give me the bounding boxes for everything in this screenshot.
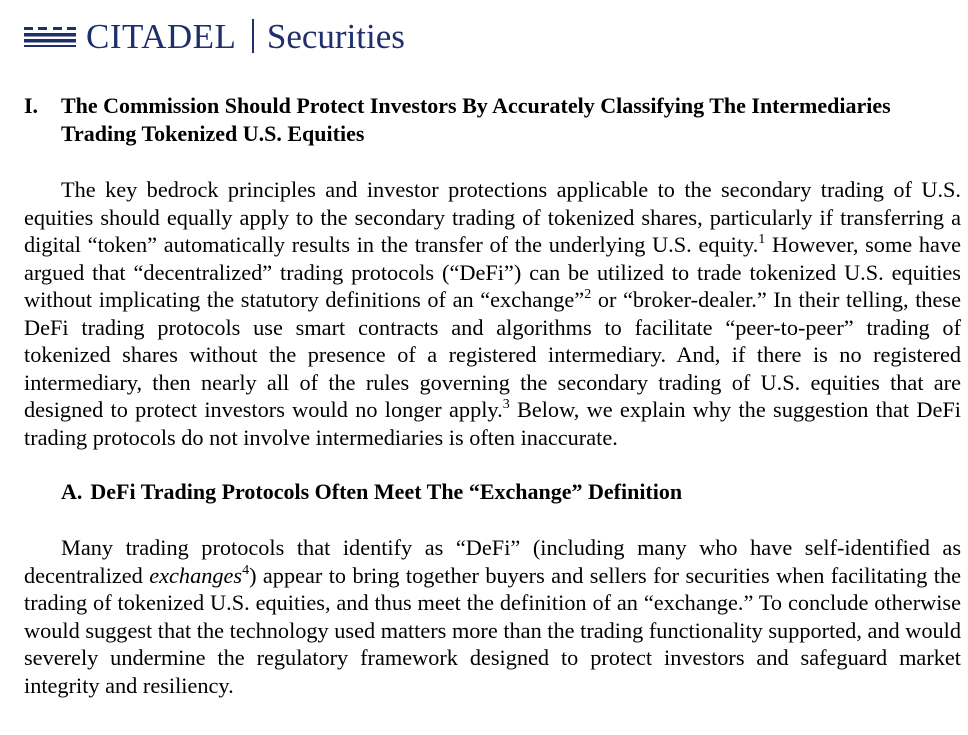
subsection-number: A. [61, 479, 83, 504]
section-heading-a [24, 478, 961, 506]
section-title: The Commission Should Protect Investors By Accurately Classifying The Intermediaries Trading Tokenized U.S. Equities [61, 93, 891, 146]
paragraph-1 [24, 176, 961, 451]
brand-name: CITADEL [86, 16, 237, 56]
brand-subtitle: Securities [266, 16, 405, 56]
paragraph-text: Below, we explain why the suggestion that DeFi trading protocols do not involve intermediaries is often inaccurate. [24, 397, 961, 450]
footnote-ref-2[interactable]: 2 [584, 287, 592, 302]
paragraph-text: or “broker-dealer.” In their telling, these DeFi trading protocols use smart contracts and algorithms to facilitate “peer-to-peer” trading of tokenized shares without the presence of a registered intermediary. And, if there is no registered intermediary, then nearly all of the rules governing the secondary trading of U.S. equities that are designed to protect investors would no longer apply. [24, 287, 962, 422]
footnote-ref-3[interactable]: 3 [502, 397, 510, 412]
brand-divider [252, 19, 254, 53]
footnote-ref-1[interactable]: 1 [758, 232, 766, 247]
citadel-logo-icon [24, 27, 76, 47]
subsection-title: DeFi Trading Protocols Often Meet The “Exchange” Definition [90, 479, 683, 504]
document-body [24, 92, 961, 699]
letterhead [24, 14, 405, 58]
paragraph-text: Many trading protocols that identify as “DeFi” (including many who have self-identified as decentralized [24, 535, 961, 588]
footnote-ref-4[interactable]: 4 [242, 562, 250, 578]
paragraph-2 [24, 534, 961, 699]
italic-text: exchanges [149, 562, 243, 588]
section-number: I. [24, 93, 39, 118]
paragraph-text: ) appear to bring together buyers and sellers for securities when facilitating the trading of tokenized U.S. equities, and thus meet the definition of an “exchange.” To conclude otherwise would suggest that the technology used matters more than the trading functionality supported, and would severely undermine the regulatory framework designed to protect investors and safeguard market integrity and resiliency. [24, 562, 961, 698]
paragraph-text: The key bedrock principles and investor protections applicable to the secondary trading of U.S. equities should equally apply to the secondary trading of tokenized shares, particularly if transferring a digital “token” automatically results in the transfer of the underlying U.S. equity. [24, 177, 961, 257]
paragraph-text: However, some have argued that “decentralized” trading protocols (“DeFi”) can be utilized to trade tokenized U.S. equities without implicating the statutory definitions of an “exchange” [24, 232, 961, 312]
section-heading-1 [24, 92, 961, 148]
